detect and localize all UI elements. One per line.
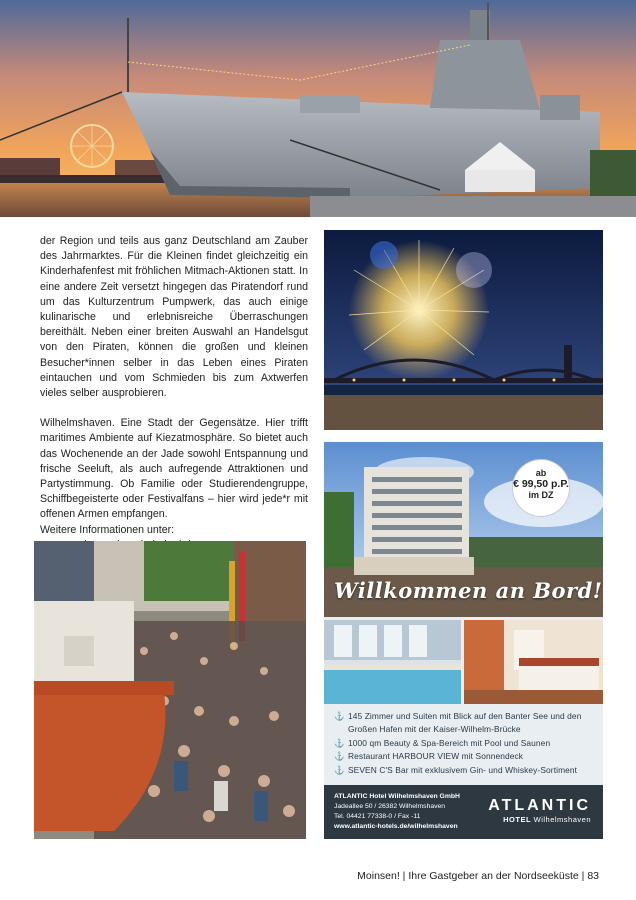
feature-item [334,710,596,737]
price-prefix: ab [535,468,547,478]
paragraph-more-info: Weitere Informationen unter: [40,523,175,536]
feature-text: 145 Zimmer und Suiten mit Blick auf den Banter See und den Großen Hafen mit der Kaiser-Wilhelm-Brücke [348,711,582,735]
hotel-contact-bar [324,785,603,839]
paragraph-wilhelmshaven: Wilhelmshaven. Eine Stadt der Gegensätze. Hier trifft maritimes Ambiente auf Kiezatmosphäre. So bietet auch das Wochenende an der Jade sowohl Entspannung und frische Seeluft, als auch aufregende Attraktionen und Partystimmung. Ob Familie oder Studierendengruppe, Schiffbegeisterte oder Festivalfans – hier wird jede*r mit offenen Armen empfangen. [40,417,308,521]
anchor-icon: ⚓ [334,711,345,721]
price-value: € 99,50 p.P. [513,478,569,490]
harbour-festival-crowd-photo [34,541,306,839]
feature-item [334,737,596,750]
street-address: Jadeallee 50 / 26382 Wilhelmshaven [334,803,446,810]
feature-text: SEVEN C'S Bar mit exklusivem Gin- und Whiskey-Sortiment [348,764,578,775]
brand-name: ATLANTIC [488,797,591,814]
feature-text: Restaurant HARBOUR VIEW mit Sonnendeck [348,751,524,762]
brand-city: Wilhelmshaven [533,815,591,824]
paragraph-fair: der Region und teils aus ganz Deutschland am Zauber des Jahrmarktes. Für die Kleinen findet gleichzeitig ein Kinderhafenfest mit fröhlichen Mitmach-Aktionen statt. In eine andere Zeit versetzt hingegen das Piratendorf rund um das Kulturzentrum Pumpwerk, das auch einige kulinarische und erlebnisreiche Überraschungen bereithält. Neben einer breiten Auswahl an Handelsgut von den Piraten, können die großen und kleinen Besucher*innen selber in das Leben eines Piraten eintauchen und vom Schmieden bis zum Axtwerfen vieles selber ausprobieren. [40,235,308,400]
anchor-icon: ⚓ [334,751,345,762]
anchor-icon: ⚓ [334,764,345,775]
page-footer: Moinsen! | Ihre Gastgeber an der Nordseeküste | 83 [357,870,599,882]
hotel-website-link[interactable]: www.atlantic-hotels.de/wilhelmshaven [334,823,458,830]
brand-hotel: HOTEL [503,815,532,824]
article-text [40,234,308,553]
feature-item [334,750,596,763]
price-badge [513,460,569,516]
hotel-room-photo [464,620,603,704]
hotel-feature-list [334,710,596,777]
anchor-icon: ⚓ [334,737,345,748]
price-room-type: im DZ [528,490,554,500]
fireworks-bridge-photo [324,230,603,430]
hotel-advertisement [324,442,603,839]
company-name: ATLANTIC Hotel Wilhelmshaven GmbH [334,793,460,800]
hotel-address [334,792,460,832]
hero-ship-photo [0,0,636,217]
phone-fax: Tel. 04421 77338-0 / Fax -11 [334,813,421,820]
welcome-headline: Willkommen an Bord! [334,578,603,603]
hotel-exterior-photo [324,442,603,617]
feature-item [334,764,596,777]
pool-photo [324,620,461,704]
atlantic-logo [488,797,591,824]
feature-text: 1000 qm Beauty & Spa-Bereich mit Pool und Saunen [348,737,551,748]
